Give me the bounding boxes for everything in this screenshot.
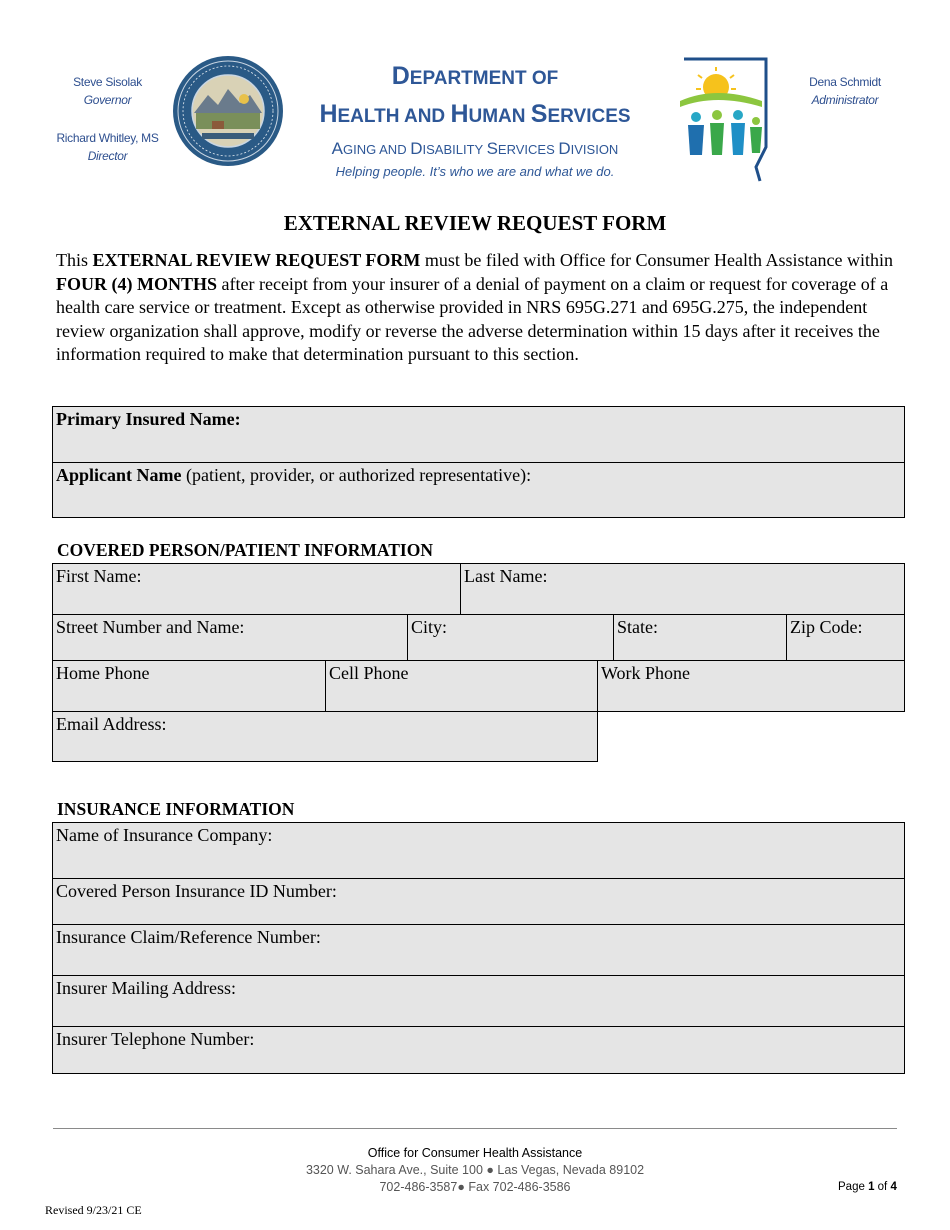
administrator-block <box>785 73 905 109</box>
street-field[interactable] <box>52 614 408 661</box>
last-name-field[interactable] <box>460 563 905 615</box>
dhhs-logo-icon <box>676 55 776 183</box>
department-title-line1: DEPARTMENT OF <box>391 62 559 90</box>
director-role: Director <box>87 149 128 163</box>
division-title: AGING AND DISABILITY SERVICES DIVISION <box>331 139 619 158</box>
home-phone-field[interactable] <box>52 660 326 712</box>
applicant-name-field[interactable] <box>52 462 905 518</box>
work-phone-field[interactable] <box>597 660 905 712</box>
footer-contact <box>0 1145 950 1196</box>
form-title: EXTERNAL REVIEW REQUEST FORM <box>283 211 667 235</box>
administrator-role: Administrator <box>811 93 879 107</box>
state-field[interactable] <box>613 614 787 661</box>
state-label: State: <box>617 617 658 637</box>
footer-office: Office for Consumer Health Assistance <box>367 1146 583 1160</box>
first-name-label: First Name: <box>56 566 142 586</box>
director-name: Richard Whitley, MS <box>56 131 159 145</box>
footer-address: 3320 W. Sahara Ave., Suite 100 ● Las Vegas, Nevada 89102 <box>305 1163 645 1177</box>
intro-paragraph: This EXTERNAL REVIEW REQUEST FORM must be filed with Office for Consumer Health Assistance within FOUR (4) MONTHS after receipt from your insurer of a denial of payment on a claim or request for coverage of a health care service or treatment. Except as otherwise provided in NRS 695G.271 and 695G.275, the independent review organization shall approve, modify or reverse the adverse determination within 15 days after it receives the information required to make that determination pursuant to this section. <box>56 250 894 364</box>
insurance-id-label: Covered Person Insurance ID Number: <box>56 881 337 901</box>
insurer-telephone-label: Insurer Telephone Number: <box>56 1029 255 1049</box>
covered-person-heading: COVERED PERSON/PATIENT INFORMATION <box>57 540 433 560</box>
email-address-label: Email Address: <box>56 714 167 734</box>
claim-number-field[interactable] <box>52 924 905 976</box>
last-name-label: Last Name: <box>464 566 548 586</box>
city-field[interactable] <box>407 614 614 661</box>
insurance-id-field[interactable] <box>52 878 905 925</box>
footer-phones: 702-486-3587● Fax 702-486-3586 <box>379 1180 571 1194</box>
first-name-field[interactable] <box>52 563 462 615</box>
director-block <box>40 129 175 165</box>
page-number: Page 1 of 4 <box>838 1181 897 1193</box>
work-phone-label: Work Phone <box>601 663 691 683</box>
administrator-name: Dena Schmidt <box>809 75 881 89</box>
zip-code-label: Zip Code: <box>790 617 863 637</box>
footer-divider <box>53 1128 897 1129</box>
zip-code-field[interactable] <box>786 614 905 661</box>
insurance-company-label: Name of Insurance Company: <box>56 825 273 845</box>
nevada-state-seal-icon <box>172 55 284 167</box>
email-address-field[interactable] <box>52 711 598 762</box>
primary-insured-name-label: Primary Insured Name: <box>56 409 241 429</box>
revised-date: Revised 9/23/21 CE <box>45 1203 142 1217</box>
insurance-heading: INSURANCE INFORMATION <box>57 799 295 819</box>
city-label: City: <box>411 617 448 637</box>
insurer-telephone-field[interactable] <box>52 1026 905 1074</box>
insurer-mailing-address-field[interactable] <box>52 975 905 1027</box>
governor-name: Steve Sisolak <box>73 75 142 89</box>
insurer-mailing-address-label: Insurer Mailing Address: <box>56 978 236 998</box>
tagline: Helping people. It’s who we are and what we do. <box>335 164 615 179</box>
cell-phone-field[interactable] <box>325 660 598 712</box>
claim-number-label: Insurance Claim/Reference Number: <box>56 927 321 947</box>
cell-phone-label: Cell Phone <box>329 663 409 683</box>
governor-block <box>40 73 175 109</box>
home-phone-label: Home Phone <box>56 663 150 683</box>
insurance-company-field[interactable] <box>52 822 905 879</box>
department-title-line2: HEALTH AND HUMAN SERVICES <box>319 100 631 128</box>
applicant-name-label: Applicant Name (patient, provider, or authorized representative): <box>56 465 532 485</box>
street-label: Street Number and Name: <box>56 617 245 637</box>
primary-insured-name-field[interactable] <box>52 406 905 463</box>
governor-role: Governor <box>83 93 132 107</box>
